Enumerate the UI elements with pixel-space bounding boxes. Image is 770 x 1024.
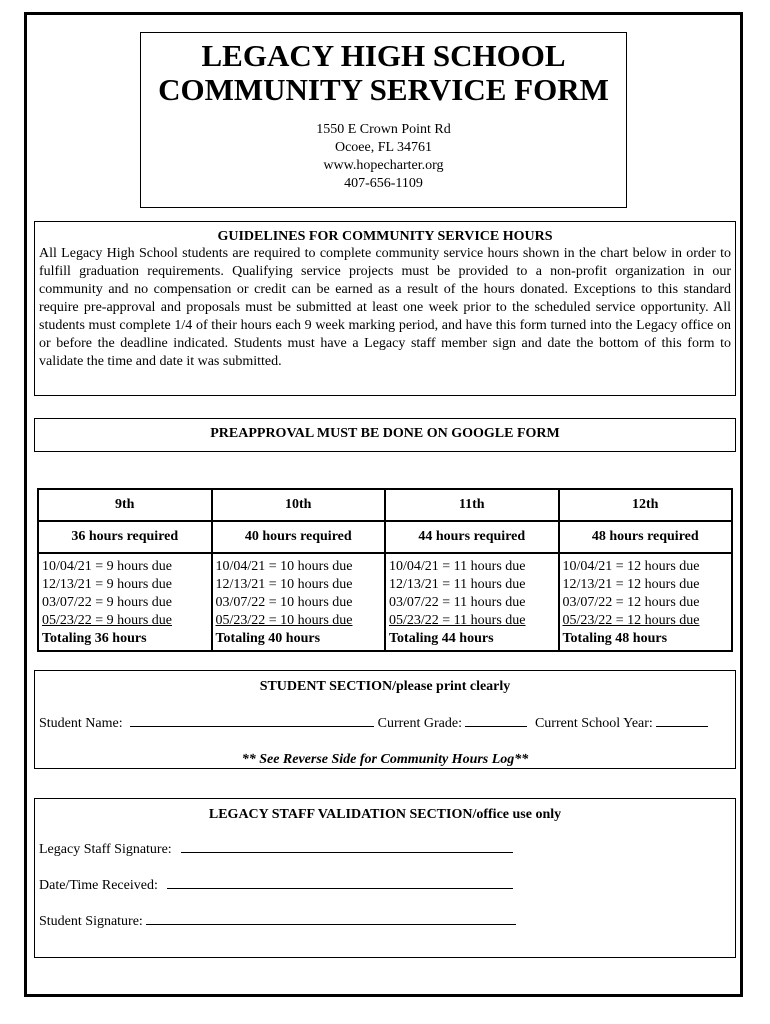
student-name-field[interactable]: [130, 714, 374, 727]
grade-12-deadlines: [559, 553, 733, 651]
student-name-label: Student Name:: [39, 716, 123, 731]
grade-12-header: 12th: [559, 489, 733, 521]
grade-9-deadlines: [38, 553, 212, 651]
grade-9-header: 9th: [38, 489, 212, 521]
school-address: 1550 E Crown Point Rd: [316, 122, 451, 137]
deadline-item: 10/04/21 = 10 hours due: [215, 559, 353, 574]
title-line-1: LEGACY HIGH SCHOOL: [201, 38, 566, 73]
title-line-2: COMMUNITY SERVICE FORM: [158, 72, 609, 107]
student-signature-field[interactable]: [146, 912, 516, 925]
grade-10-header: 10th: [212, 489, 386, 521]
total-hours: Totaling 44 hours: [389, 631, 494, 646]
deadline-item: 03/07/22 = 12 hours due: [562, 595, 700, 610]
deadline-item: 03/07/22 = 9 hours due: [42, 595, 172, 610]
current-grade-label: Current Grade:: [377, 716, 462, 731]
school-phone: 407-656-1109: [344, 176, 423, 191]
school-year-label: Current School Year:: [534, 716, 653, 731]
student-info-line: [35, 714, 735, 732]
current-grade-field[interactable]: [465, 714, 527, 727]
grade-11-header: 11th: [385, 489, 559, 521]
deadline-item: 03/07/22 = 10 hours due: [215, 595, 353, 610]
deadline-item: 05/23/22 = 10 hours due: [215, 613, 353, 628]
deadline-item: 05/23/22 = 12 hours due: [562, 613, 700, 628]
staff-signature-field[interactable]: [181, 840, 513, 853]
deadline-item: 12/13/21 = 12 hours due: [562, 577, 700, 592]
staff-validation-section: [34, 798, 736, 958]
form-header: [140, 32, 627, 208]
date-received-line: [35, 876, 735, 894]
school-city: Ocoee, FL 34761: [334, 140, 433, 155]
date-received-field[interactable]: [167, 876, 513, 889]
grade-10-deadlines: [212, 553, 386, 651]
grade-12-required: 48 hours required: [559, 521, 733, 553]
deadline-item: 12/13/21 = 11 hours due: [389, 577, 526, 592]
deadline-item: 03/07/22 = 11 hours due: [389, 595, 526, 610]
grade-11-deadlines: [385, 553, 559, 651]
staff-signature-line: [35, 840, 735, 858]
student-section: [34, 670, 736, 769]
guidelines-text: All Legacy High School students are required to complete community service hours shown in the chart below in order to fulfill graduation requirements. Qualifying service projects must be provided to a non-profit organization in our community and no compensation or credit can be earned as a result of the hours donated. Exceptions to this standard require pre-approval and proposals must be submitted at least one week prior to the scheduled service opportunity. All students must complete 1/4 of their hours each 9 week marking period, and have this form turned into the Legacy office on or before the deadline indicated. Students must have a Legacy staff member sign and date the bottom of this form to validate the time and date it was submitted.: [39, 246, 731, 369]
form-title: [141, 39, 626, 107]
student-signature-label: Student Signature:: [39, 914, 143, 929]
deadline-item: 10/04/21 = 12 hours due: [562, 559, 700, 574]
school-contact: [141, 121, 626, 193]
deadlines-row: [38, 553, 732, 651]
total-hours: Totaling 36 hours: [42, 631, 147, 646]
student-section-title: STUDENT SECTION/please print clearly: [259, 679, 511, 694]
deadline-item: 05/23/22 = 11 hours due: [389, 613, 526, 628]
staff-section-title: LEGACY STAFF VALIDATION SECTION/office use only: [208, 807, 562, 822]
school-year-field[interactable]: [656, 714, 708, 727]
required-row: [38, 521, 732, 553]
school-website: www.hopecharter.org: [323, 158, 444, 173]
grade-header-row: [38, 489, 732, 521]
deadline-item: 12/13/21 = 10 hours due: [215, 577, 353, 592]
reverse-side-note: ** See Reverse Side for Community Hours Log**: [241, 752, 529, 767]
preapproval-notice: PREAPPROVAL MUST BE DONE ON GOOGLE FORM: [34, 418, 736, 452]
staff-signature-label: Legacy Staff Signature:: [39, 842, 172, 857]
guidelines-title: GUIDELINES FOR COMMUNITY SERVICE HOURS: [217, 229, 553, 244]
hours-table: [37, 488, 733, 652]
deadline-item: 05/23/22 = 9 hours due: [42, 613, 172, 628]
student-signature-line: [35, 912, 735, 930]
deadline-item: 10/04/21 = 11 hours due: [389, 559, 526, 574]
date-received-label: Date/Time Received:: [39, 878, 158, 893]
grade-10-required: 40 hours required: [212, 521, 386, 553]
total-hours: Totaling 48 hours: [562, 631, 668, 646]
total-hours: Totaling 40 hours: [215, 631, 321, 646]
deadline-item: 12/13/21 = 9 hours due: [42, 577, 172, 592]
deadline-item: 10/04/21 = 9 hours due: [42, 559, 172, 574]
grade-9-required: 36 hours required: [38, 521, 212, 553]
grade-11-required: 44 hours required: [385, 521, 559, 553]
guidelines-box: [34, 221, 736, 396]
